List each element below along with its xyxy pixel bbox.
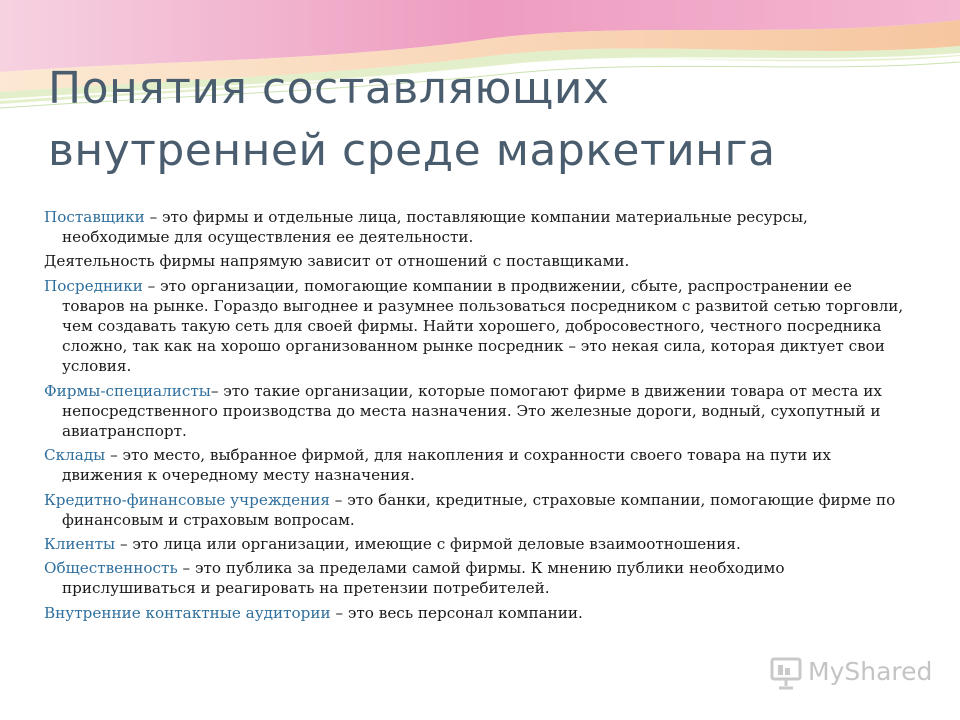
definition: – это место, выбранное фирмой, для накопления и сохранности своего товара на пути их движения к очередному месту назначения.	[62, 446, 831, 485]
definition: – это публика за пределами самой фирмы. К мнению публики необходимо прислушиваться и реагировать на претензии потребителей.	[62, 559, 785, 598]
paragraph-internal-audiences	[44, 603, 914, 623]
term: Внутренние контактные аудитории	[44, 603, 331, 622]
paragraph-specialist-firms	[44, 381, 914, 442]
term: Общественность	[44, 559, 178, 578]
slide-body	[44, 207, 914, 627]
term: Кредитно-финансовые учреждения	[44, 490, 330, 509]
term: Склады	[44, 446, 106, 465]
watermark-text: MyShared	[808, 657, 933, 686]
paragraph-clients	[44, 534, 914, 554]
slide-title-line-2: внутренней среде маркетинга	[48, 125, 776, 176]
definition: – это фирмы и отдельные лица, поставляющие компании материальные ресурсы, необходимые для осуществления ее деятельности.	[62, 208, 808, 247]
slide-title	[48, 58, 928, 182]
paragraph-financial-institutions	[44, 490, 914, 530]
paragraph-supplier-dependence	[44, 251, 914, 271]
term: Фирмы-специалисты	[44, 381, 211, 400]
definition: – это организации, помогающие компании в продвижении, сбыте, распространении ее товаров на рынке. Гораздо выгоднее и разумнее пользоваться посредником с развитой сетью торговли, чем создавать такую сеть для своей фирмы. Найти хорошего, добросовестного, честного посредника сложно, так как на хорошо организованном рынке посредник – это некая сила, которая диктует свои условия.	[62, 276, 904, 376]
paragraph-intermediaries	[44, 276, 914, 377]
myshared-watermark	[766, 655, 933, 695]
slide-title-line-1: Понятия составляющих	[48, 63, 610, 114]
definition: Деятельность фирмы напрямую зависит от отношений с поставщиками.	[44, 252, 630, 271]
definition: – это весь персонал компании.	[330, 603, 583, 622]
definition: – это лица или организации, имеющие с фирмой деловые взаимоотношения.	[115, 535, 741, 554]
definition: – это такие организации, которые помогают фирме в движении товара от места их непосредственного производства до места назначения. Это железные дороги, водный, сухопутный и авиатранспорт.	[62, 381, 882, 441]
term: Поставщики	[44, 208, 145, 226]
term: Клиенты	[44, 535, 116, 554]
paragraph-public	[44, 558, 914, 598]
term: Посредники	[44, 276, 143, 295]
presentation-icon	[768, 655, 804, 691]
paragraph-suppliers	[44, 207, 914, 247]
definition: – это банки, кредитные, страховые компании, помогающие фирме по финансовым и страховым вопросам.	[62, 490, 896, 529]
paragraph-warehouses	[44, 445, 914, 485]
